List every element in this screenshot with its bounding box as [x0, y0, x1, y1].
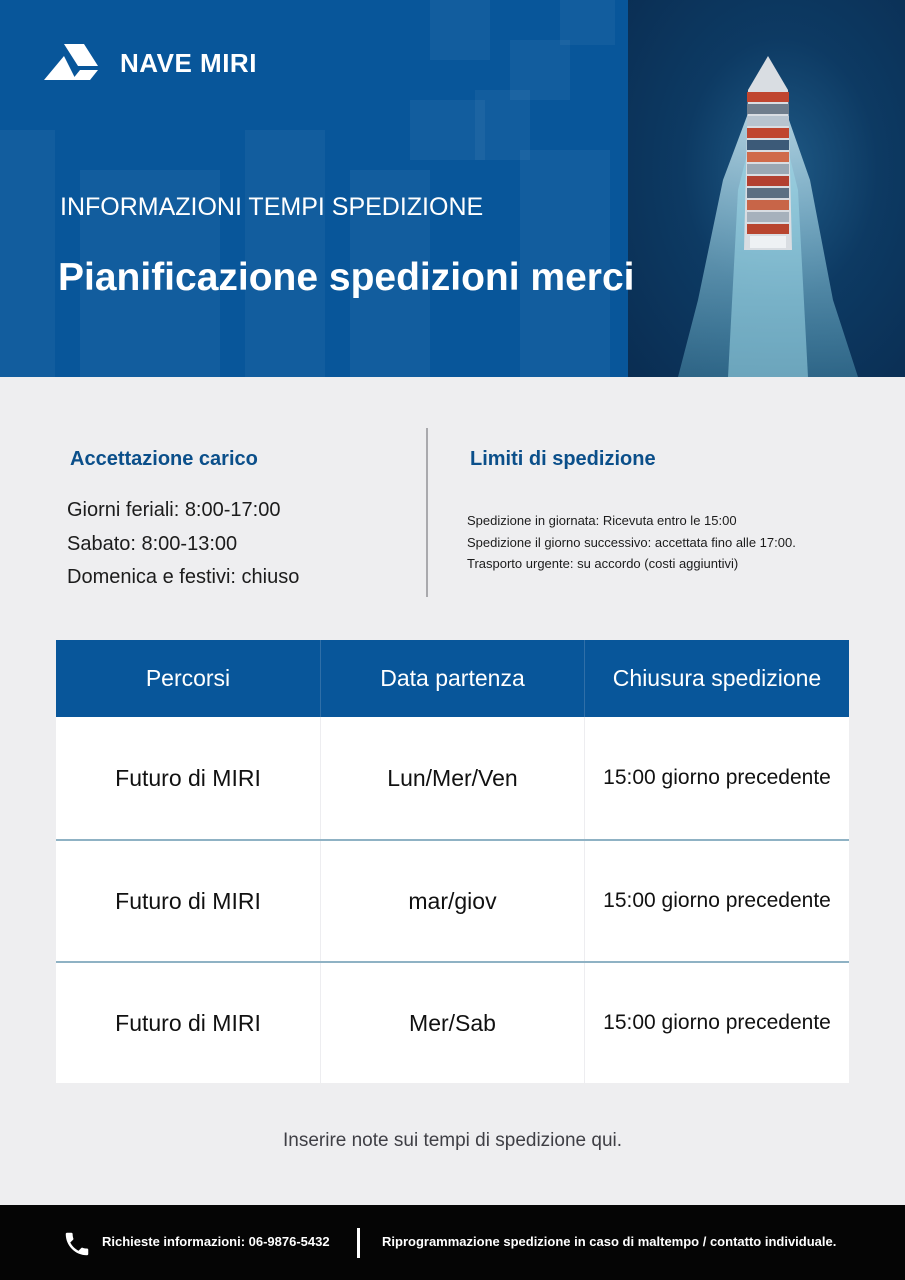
limit-line: Spedizione in giornata: Ricevuta entro le 15:00 [467, 513, 737, 528]
limits-title: Limiti di spedizione [470, 448, 656, 470]
shipping-note: Inserire note sui tempi di spedizione qui. [282, 1130, 623, 1151]
column-header-departure: Data partenza [320, 640, 584, 717]
departure-cell: mar/giov [320, 841, 584, 961]
column-header-cutoff: Chiusura spedizione [584, 640, 849, 717]
route-cell: Futuro di MIRI [115, 764, 261, 791]
table-header [56, 640, 849, 717]
section-divider [426, 428, 428, 597]
acceptance-hours [67, 494, 299, 595]
route-cell: Futuro di MIRI [115, 887, 261, 914]
cutoff-cell: 15:00 giorno precedente [584, 841, 849, 961]
page-title: Pianificazione spedizioni merci [58, 256, 635, 299]
hours-line: Giorni feriali: 8:00-17:00 [67, 499, 281, 521]
table-row [56, 717, 849, 839]
phone-icon [62, 1229, 92, 1259]
limit-line: Trasporto urgente: su accordo (costi aggiuntivi) [467, 556, 739, 571]
table-row [56, 839, 849, 961]
hero-banner [0, 0, 905, 377]
acceptance-title: Accettazione carico [70, 448, 258, 470]
table-row [56, 961, 849, 1083]
shipping-limits [467, 510, 796, 575]
schedule-table [56, 640, 849, 1083]
hours-line: Sabato: 8:00-13:00 [67, 532, 238, 555]
route-cell: Futuro di MIRI [115, 1009, 261, 1036]
footer-divider [357, 1228, 360, 1258]
logo-icon [42, 42, 100, 82]
hours-line: Domenica e festivi: chiuso [67, 566, 300, 588]
departure-cell: Mer/Sab [320, 963, 584, 1083]
cutoff-cell: 15:00 giorno precedente [584, 717, 849, 839]
contact-info: Richieste informazioni: 06-9876-5432 [102, 1234, 330, 1249]
brand-name: NAVE MIRI [120, 48, 257, 78]
cutoff-cell: 15:00 giorno precedente [584, 963, 849, 1083]
footer [0, 1205, 905, 1280]
column-header-routes: Percorsi [145, 665, 231, 691]
departure-cell: Lun/Mer/Ven [320, 717, 584, 839]
limit-line: Spedizione il giorno successivo: accettata fino alle 17:00. [467, 534, 796, 550]
ship-image [628, 0, 905, 377]
page-subtitle: INFORMAZIONI TEMPI SPEDIZIONE [60, 193, 484, 221]
weather-notice: Riprogrammazione spedizione in caso di maltempo / contatto individuale. [382, 1234, 837, 1249]
